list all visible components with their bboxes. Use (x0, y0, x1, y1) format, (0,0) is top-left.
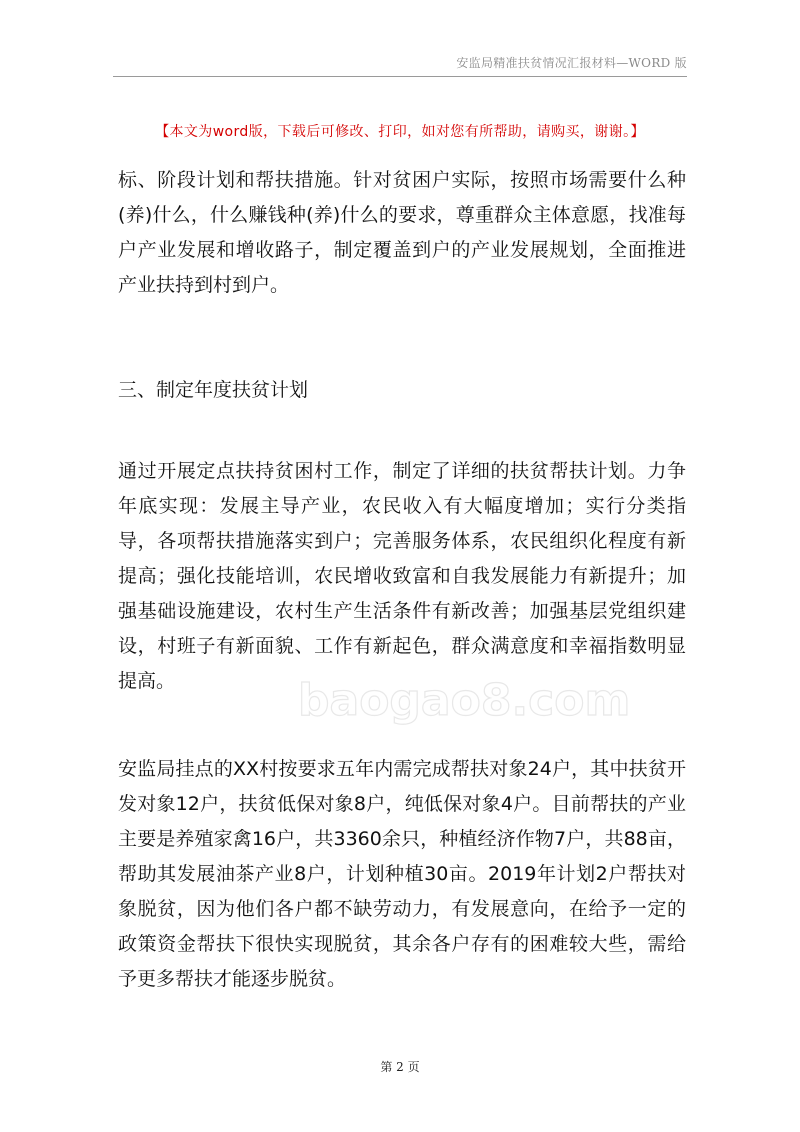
body-section-3 (118, 752, 686, 997)
body-section-1 (118, 163, 686, 303)
paragraph-plan: 通过开展定点扶持贫困村工作，制定了详细的扶贫帮扶计划。力争年底实现：发展主导产业，农民收入有大幅度增加；实行分类指导，各项帮扶措施落实到户；完善服务体系，农民组织化程度有新提高；强化技能培训，农民增收致富和自我发展能力有新提升；加强基础设施建设，农村生产生活条件有新改善；加强基层党组织建设，村班子有新面貌、工作有新起色，群众满意度和幸福指数明显提高。 (118, 460, 686, 692)
header-title: 安监局精准扶贫情况汇报材料—WORD 版 (456, 56, 687, 70)
watermark-text: baogao8.com (298, 675, 631, 726)
page-number: 第 2 页 (380, 1060, 420, 1074)
download-notice: 【本文为word版，下载后可修改、打印，如对您有所帮助，请购买，谢谢。】 (155, 124, 645, 140)
section-heading: 三、制定年度扶贫计划 (118, 379, 309, 401)
page-header (113, 52, 687, 77)
paragraph-continuation: 标、阶段计划和帮扶措施。针对贫困户实际，按照市场需要什么种(养)什么，什么赚钱种(养)什么的要求，尊重群众主体意愿，找准每户产业发展和增收路子，制定覆盖到户的产业发展规划，全面推进产业扶持到村到户。 (118, 169, 686, 296)
paragraph-village: 安监局挂点的XX村按要求五年内需完成帮扶对象24户，其中扶贫开发对象12户，扶贫低保对象8户，纯低保对象4户。目前帮扶的产业主要是养殖家禽16户，共3360余只，种植经济作物7户，共88亩，帮助其发展油茶产业8户，计划种植30亩。2019年计划2户帮扶对象脱贫，因为他们各户都不缺劳动力，有发展意向，在给予一定的政策资金帮扶下很快实现脱贫，其余各户存有的困难较大些，需给予更多帮扶才能逐步脱贫。 (118, 758, 686, 990)
body-section-2 (118, 454, 686, 699)
